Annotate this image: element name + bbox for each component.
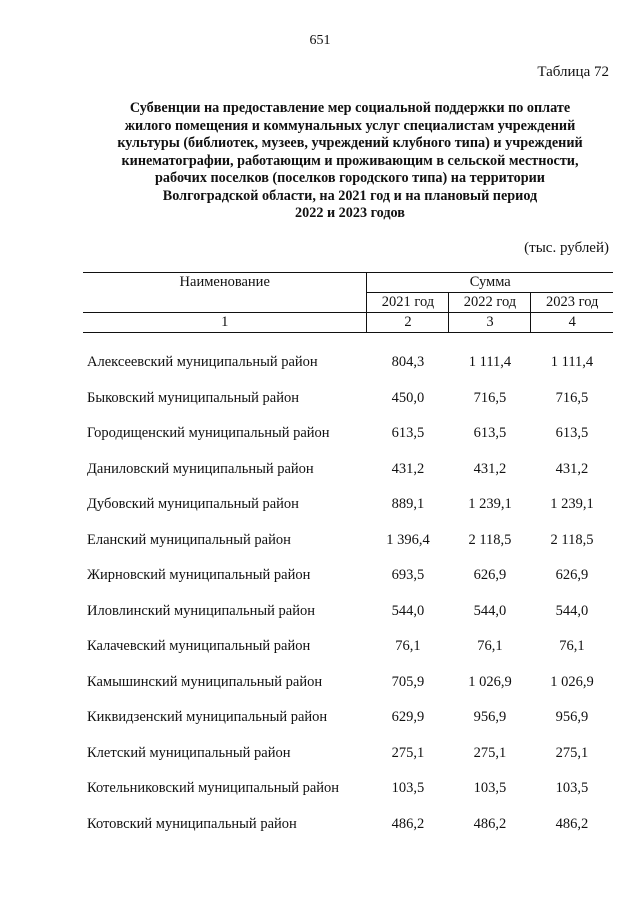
value-2021: 431,2 <box>391 460 425 477</box>
district-name: Котовский муниципальный район <box>87 815 297 832</box>
column-number: 1 <box>83 313 367 333</box>
table-row <box>83 487 613 523</box>
value-2023: 2 118,5 <box>550 531 594 548</box>
value-2023: 431,2 <box>555 460 589 477</box>
district-name: Киквидзенский муниципальный район <box>87 709 328 726</box>
district-name: Камышинский муниципальный район <box>87 673 323 690</box>
value-2023: 1 239,1 <box>550 496 594 513</box>
table-row <box>83 665 613 701</box>
table-body <box>83 333 613 843</box>
district-name: Быковский муниципальный район <box>87 389 299 406</box>
value-2021: 544,0 <box>391 602 425 619</box>
header-name: Наименование <box>83 273 367 313</box>
district-name: Даниловский муниципальный район <box>87 460 314 477</box>
table-row <box>83 771 613 807</box>
table-row <box>83 700 613 736</box>
title-line: кинематографии, работающим и проживающим в сельской местности, <box>121 152 579 169</box>
value-2021: 889,1 <box>391 496 425 513</box>
header-year-2022: 2022 год <box>449 293 531 313</box>
header-year-2023: 2023 год <box>531 293 613 313</box>
value-2023: 956,9 <box>555 709 589 726</box>
header-year-2021: 2021 год <box>367 293 449 313</box>
value-2021: 705,9 <box>391 673 425 690</box>
district-name: Дубовский муниципальный район <box>87 496 299 513</box>
title-line: рабочих поселков (поселков городского типа) на территории <box>155 170 545 186</box>
header-row <box>83 273 613 293</box>
value-2023: 486,2 <box>555 815 589 832</box>
value-2021: 693,5 <box>391 567 425 584</box>
district-name: Алексеевский муниципальный район <box>87 354 318 371</box>
value-2022: 956,9 <box>473 709 507 726</box>
table-row <box>83 807 613 843</box>
table-row <box>83 381 613 417</box>
title-line: Субвенции на предоставление мер социальной поддержки по оплате <box>129 100 571 116</box>
table-row <box>83 452 613 488</box>
title-line: 2022 и 2023 годов <box>295 205 405 221</box>
value-2022: 2 118,5 <box>468 531 512 548</box>
value-2023: 626,9 <box>555 567 589 584</box>
value-2023: 1 111,4 <box>550 354 594 371</box>
value-2023: 1 026,9 <box>550 673 594 690</box>
value-2021: 629,9 <box>391 709 425 726</box>
value-2022: 103,5 <box>473 780 507 797</box>
value-2023: 716,5 <box>555 389 589 406</box>
district-name: Котельниковский муниципальный район <box>87 780 340 797</box>
value-2023: 76,1 <box>559 638 585 655</box>
district-name: Иловлинский муниципальный район <box>87 602 315 619</box>
value-2022: 431,2 <box>473 460 507 477</box>
column-number: 4 <box>531 313 613 333</box>
value-2023: 544,0 <box>555 602 589 619</box>
subventions-table <box>83 272 613 842</box>
value-2022: 613,5 <box>473 425 507 442</box>
value-2022: 544,0 <box>473 602 507 619</box>
district-name: Городищенский муниципальный район <box>87 425 330 442</box>
value-2022: 275,1 <box>473 744 507 761</box>
value-2021: 76,1 <box>395 638 421 655</box>
column-number: 2 <box>367 313 449 333</box>
value-2021: 613,5 <box>391 425 425 442</box>
district-name: Еланский муниципальный район <box>87 531 291 548</box>
value-2023: 275,1 <box>555 744 589 761</box>
document-title <box>78 100 622 223</box>
district-name: Калачевский муниципальный район <box>87 638 311 655</box>
title-line: культуры (библиотек, музеев, учреждений клубного типа) и учреждений <box>117 135 583 151</box>
table-row <box>83 416 613 452</box>
units-label: (тыс. рублей) <box>524 240 609 256</box>
column-number: 3 <box>449 313 531 333</box>
value-2022: 1 026,9 <box>468 673 512 690</box>
title-line: Волгоградской области, на 2021 год и на плановый период <box>162 187 538 204</box>
value-2021: 804,3 <box>391 354 425 371</box>
district-name: Жирновский муниципальный район <box>87 567 311 584</box>
value-2023: 613,5 <box>555 425 589 442</box>
value-2022: 1 111,4 <box>468 354 512 371</box>
value-2021: 275,1 <box>391 744 425 761</box>
table-row <box>83 333 613 381</box>
value-2021: 450,0 <box>391 389 425 406</box>
value-2021: 103,5 <box>391 780 425 797</box>
value-2021: 1 396,4 <box>386 531 430 548</box>
value-2023: 103,5 <box>555 780 589 797</box>
district-name: Клетский муниципальный район <box>87 744 291 761</box>
table-row <box>83 523 613 559</box>
value-2022: 486,2 <box>473 815 507 832</box>
value-2022: 1 239,1 <box>468 496 512 513</box>
table-row <box>83 629 613 665</box>
title-line: жилого помещения и коммунальных услуг специалистам учреждений <box>124 117 576 134</box>
table-row <box>83 594 613 630</box>
table-row <box>83 736 613 772</box>
table-row <box>83 558 613 594</box>
value-2022: 626,9 <box>473 567 507 584</box>
table-label: Таблица 72 <box>537 64 609 80</box>
column-numbers-row <box>83 313 613 333</box>
value-2022: 716,5 <box>473 389 507 406</box>
value-2021: 486,2 <box>391 815 425 832</box>
header-sum: Сумма <box>367 273 613 293</box>
value-2022: 76,1 <box>477 638 503 655</box>
page-number: 651 <box>309 33 331 48</box>
